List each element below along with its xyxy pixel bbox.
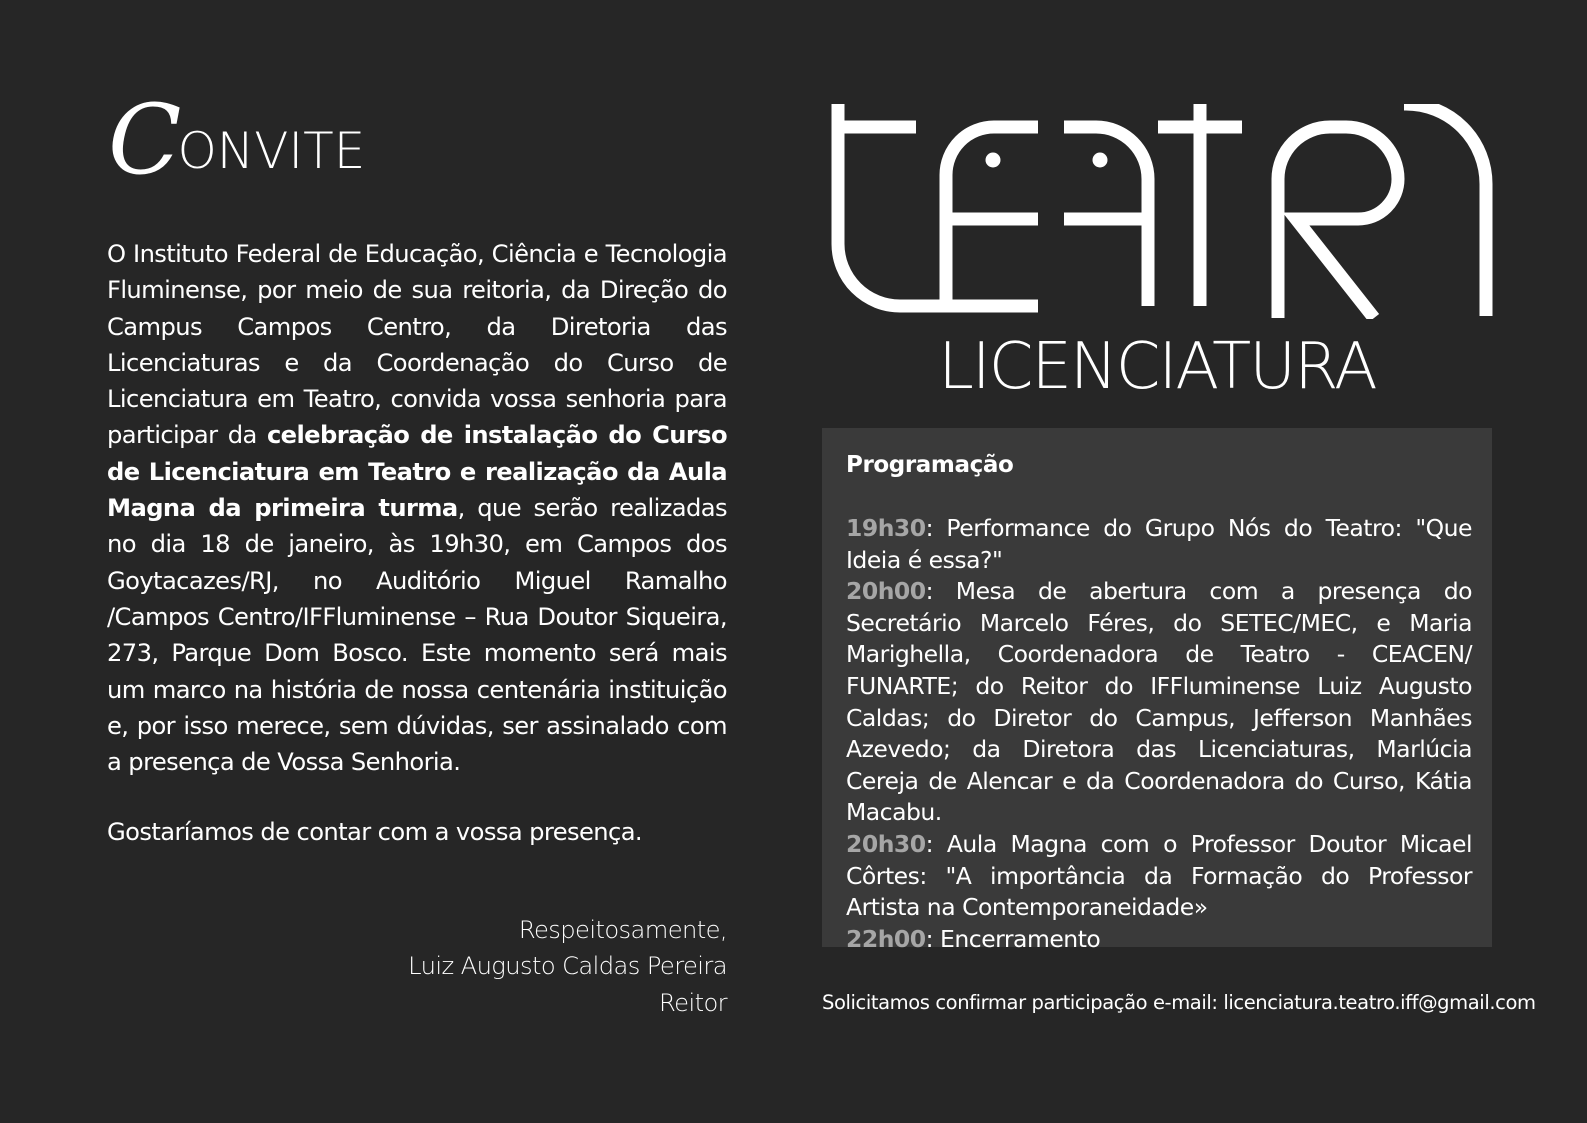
signature-role: Reitor	[659, 988, 727, 1017]
logo-subtitle: LICENCIATURA	[938, 330, 1376, 404]
programme-text: : Aula Magna com o Professor Doutor Micael Côrtes: "A importância da Formação do Professor Artista na Contemporaneidade»	[846, 829, 1472, 922]
invite-body	[107, 236, 727, 780]
logo-letter-r	[1278, 127, 1398, 318]
programme-item	[846, 924, 1472, 956]
programme-text: : Encerramento	[925, 924, 1101, 953]
programme-time: 20h00	[846, 577, 926, 606]
invite-body-highlight: celebração de instalação do Curso de Licenciatura em Teatro e realização da Aula Magna da primeira turma	[107, 421, 727, 523]
contact-line: Solicitamos confirmar participação e-mail: licenciatura.teatro.iff@gmail.com	[822, 991, 1536, 1014]
invite-title-rest: ONVITE	[177, 122, 366, 180]
programme-title: Programação	[846, 452, 1014, 478]
logo-letter-t1	[838, 104, 950, 306]
invite-title-initial: C	[108, 84, 178, 196]
invite-paragraph	[107, 236, 727, 780]
signature-block	[380, 912, 727, 1021]
invite-body-part1: O Instituto Federal de Educação, Ciência e Tecnologia Fluminense, por meio de sua reitoria, da Direção do Campus Campos Centro, da Diretoria das Licenciaturas e da Coordenação do Curso de Licenciatura em Teatro, convida vossa senhoria para participar da	[107, 240, 727, 450]
logo-letter-t2	[1158, 104, 1242, 306]
programme-box	[822, 428, 1492, 953]
programme-time: 22h00	[846, 924, 926, 953]
invite-title	[108, 78, 366, 196]
programme-text: : Mesa de abertura com a presença do Secretário Marcelo Féres, do SETEC/MEC, e Maria Marighella, Coordenadora de Teatro - CEACEN/ FUNARTE; do Reitor do IFFluminense Luiz Augusto Caldas; do Diretor do Campus, Jefferson Manhães Azevedo; da Diretora das Licenciaturas, Marlúcia Cereja de Alencar e da Coordenadora do Curso, Kátia Macabu.	[846, 577, 1472, 827]
logo-dot-e	[986, 153, 1001, 168]
programme-text: : Performance do Grupo Nós do Teatro: "Que Ideia é essa?"	[846, 514, 1472, 574]
logo-letter-a	[1064, 127, 1148, 306]
teatro-logo	[826, 104, 1496, 319]
logo-dot-a	[1093, 153, 1108, 168]
programme-time: 20h30	[846, 829, 926, 858]
programme-item	[846, 829, 1472, 924]
programme-item	[846, 513, 1472, 576]
signature-name: Luiz Augusto Caldas Pereira	[408, 952, 727, 981]
programme-list	[846, 513, 1472, 955]
signature-salutation: Respeitosamente,	[518, 916, 727, 944]
invite-closing: Gostaríamos de contar com a vossa presença.	[107, 818, 643, 846]
programme-time: 19h30	[846, 514, 926, 542]
programme-item	[846, 576, 1472, 829]
logo-letter-o	[1404, 104, 1486, 316]
invite-body-part2: , que serão realizadas no dia 18 de janeiro, às 19h30, em Campos dos Goytacazes/RJ, no Auditório Miguel Ramalho /Campos Centro/IFFluminense – Rua Doutor Siqueira, 273, Parque Dom Bosco. Este momento será mais um marco na história de nossa centenária instituição e, por isso merece, sem dúvidas, ser assinalado com a presença de Vossa Senhoria.	[107, 494, 727, 777]
